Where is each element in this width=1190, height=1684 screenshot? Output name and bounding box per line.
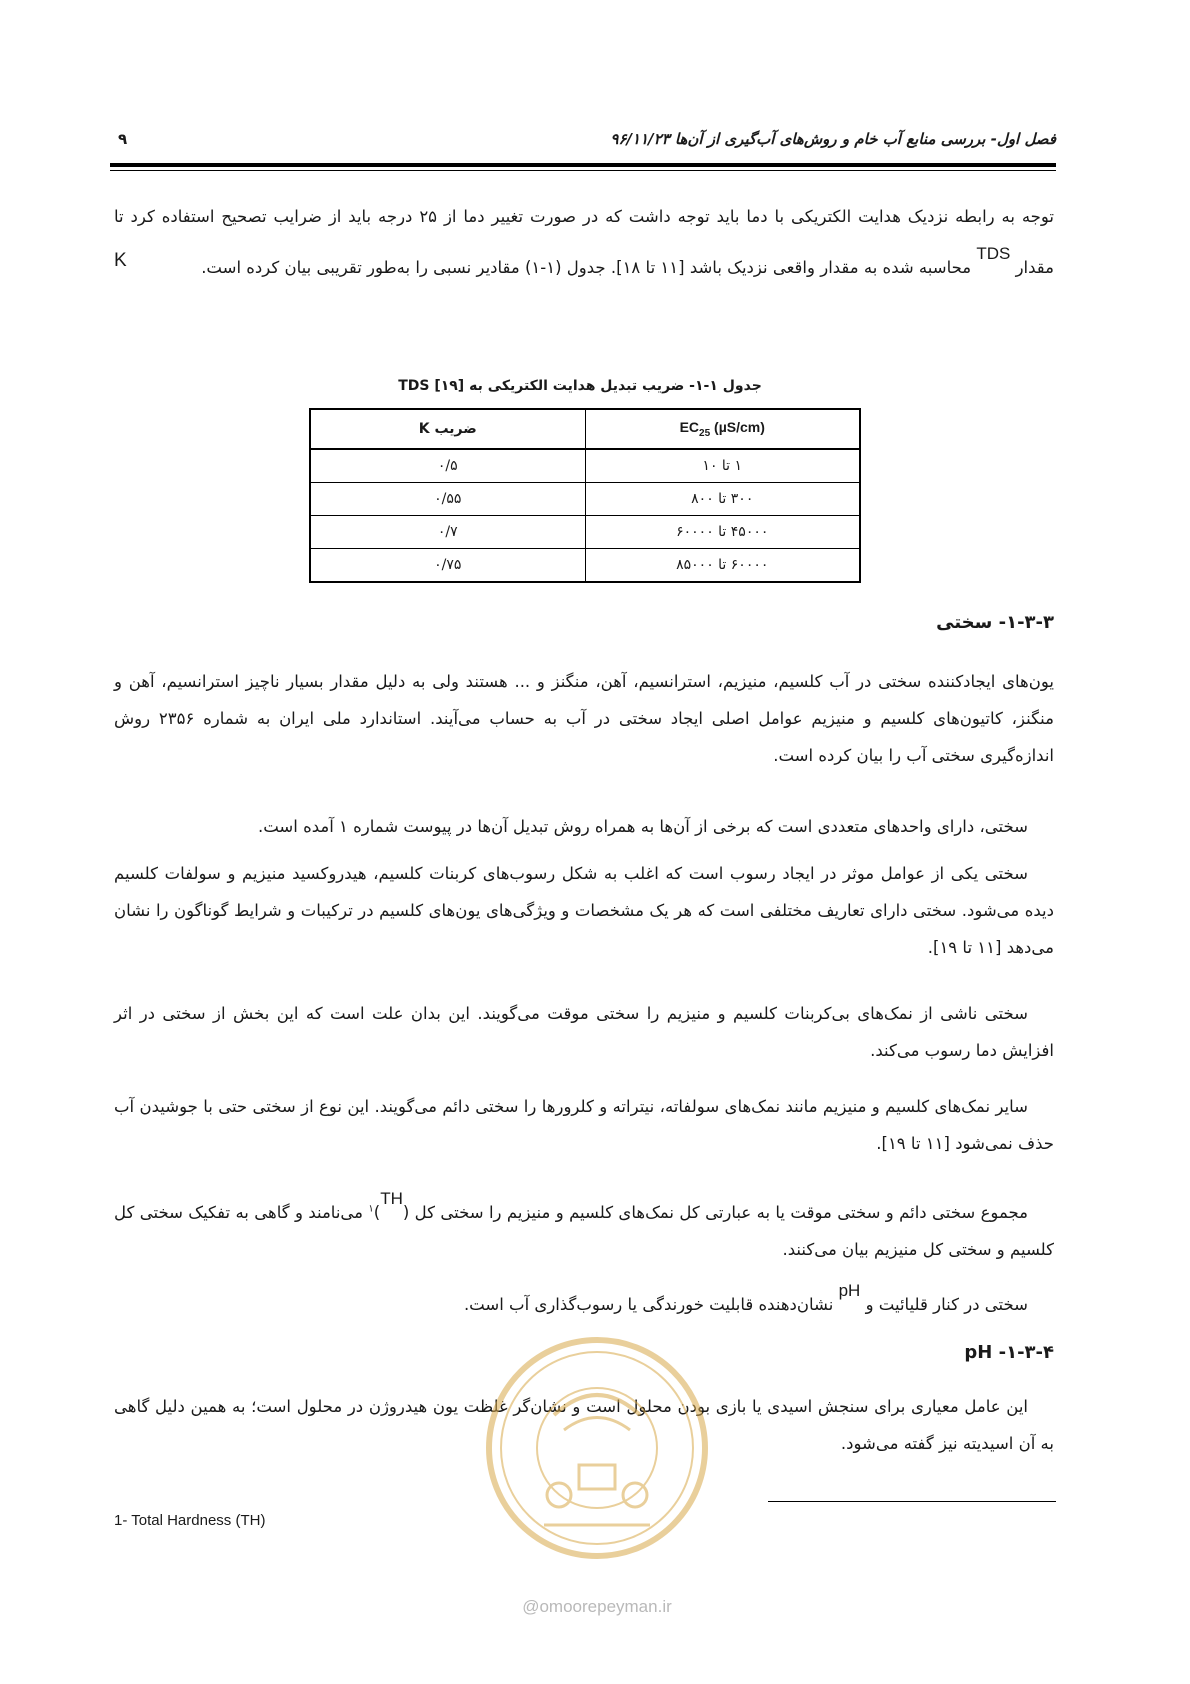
footnote-marker: ۱ (368, 1203, 374, 1215)
ph-symbol: pH (838, 1281, 861, 1300)
p7-text-a: سختی در کنار قلیائیت و (865, 1295, 1028, 1314)
chapter-title: فصل اول- بررسی منابع آب خام و روش‌های آب‌گیری از آن‌ها ۹۶/۱۱/۲۳ (610, 130, 1056, 148)
column-header-ec (585, 409, 860, 449)
ec-unit: (µS/cm) (710, 419, 765, 436)
table-row (310, 549, 860, 583)
intro-line-3: را به‌طور تقریبی بیان کرده است. (201, 258, 428, 277)
intro-line-2a: تصحیح استفاده کرد تا مقدار (114, 207, 1054, 277)
cell-k: ۰/۵ (310, 449, 585, 483)
table-row (310, 483, 860, 516)
header-rule-thick (110, 163, 1056, 167)
th-symbol: TH (380, 1189, 403, 1208)
hardness-paragraph-2: سختی، دارای واحدهای متعددی است که برخی از آن‌ها به همراه روش تبدیل آن‌ها در پیوست شماره ۱ آمده است. (257, 817, 1028, 836)
table-caption: جدول ۱-۱- ضریب تبدیل هدایت الکتریکی به TDS [۱۹] (398, 378, 762, 394)
hardness-paragraph-6 (114, 1180, 1054, 1268)
hardness-paragraph-3: سختی یکی از عوامل موثر در ایجاد رسوب است که اغلب به شکل رسوب‌های کربنات کلسیم، هیدروکسید منیزیم و سولفات کلسیم دیده می‌شود. سختی دارای تعاریف مختلفی است که هر یک مشخصات و ویژگی‌های یون‌های کلسیم در ترکیبات و شرایط گوناگون را نشان می‌دهد [۱۱ تا ۱۹]. (114, 864, 1054, 957)
cell-ec: ۱ تا ۱۰ (585, 449, 860, 483)
cell-ec: ۴۵۰۰۰ تا ۶۰۰۰۰ (585, 516, 860, 549)
conversion-table (309, 408, 861, 583)
cell-ec: ۶۰۰۰۰ تا ۸۵۰۰۰ (585, 549, 860, 583)
tds-symbol: TDS (976, 244, 1011, 263)
p7-text-b: نشان‌دهنده قابلیت خورندگی یا رسوب‌گذاری آب است. (463, 1295, 834, 1314)
p6-text-a: مجموع سختی دائم و سختی موقت یا به عبارتی کل نمک‌های کلسیم و منیزیم را سختی کل ( (402, 1203, 1028, 1222)
hardness-paragraph-5: سایر نمک‌های کلسیم و منیزیم مانند نمک‌های سولفاته، نیتراته و کلرورها را سختی دائم می‌گویند. این نوع از سختی حتی با جوشیدن آب حذف نمی‌شود [۱۱ تا ۱۹]. (114, 1097, 1054, 1153)
cell-k: ۰/۷۵ (310, 549, 585, 583)
ph-paragraph-1: این عامل معیاری برای سنجش اسیدی یا بازی بودن محلول است و نشان‌گر غلظت یون هیدروژن در محلول است؛ به همین دلیل گاهی به آن اسیدیته نیز گفته می‌شود. (114, 1397, 1054, 1453)
footnote: 1- Total Hardness (TH) (114, 1512, 266, 1529)
watermark-url: @omoorepeyman.ir (522, 1597, 672, 1616)
column-header-k: ضریب K (310, 409, 585, 449)
hardness-paragraph-4: سختی ناشی از نمک‌های بی‌کربنات کلسیم و منیزیم را سختی موقت می‌گویند. این بدان علت است که این بخش از سختی در اثر افزایش دما رسوب می‌کند. (114, 1004, 1054, 1060)
k-symbol: K (114, 250, 127, 271)
p6-text-c: می‌نامند و گاهی به تفکیک سختی کل کلسیم و سختی کل منیزیم بیان می‌کنند. (114, 1203, 1054, 1259)
table-header-row (310, 409, 860, 449)
section-heading-hardness: ۱-۳-۳- سختی (936, 612, 1054, 633)
header-rule-thin (110, 170, 1056, 171)
intro-line-2b: محاسبه شده به مقدار واقعی نزدیک باشد [۱۱ تا ۱۸]. جدول (۱-۱) مقادیر نسبی (433, 258, 972, 277)
hardness-paragraph-7 (114, 1272, 1054, 1323)
cell-k: ۰/۵۵ (310, 483, 585, 516)
intro-line-1: توجه به رابطه نزدیک هدایت الکتریکی با دما باید توجه داشت که در صورت تغییر دما از ۲۵ درجه باید از ضرایب (273, 207, 1055, 226)
ec-base: EC (679, 419, 700, 436)
cell-k: ۰/۷ (310, 516, 585, 549)
p6-text-b: ) (373, 1203, 381, 1222)
page-header (110, 130, 1056, 158)
cell-ec: ۳۰۰ تا ۸۰۰ (585, 483, 860, 516)
table-row (310, 516, 860, 549)
table-row (310, 449, 860, 483)
page-number: ۹ (118, 130, 128, 148)
intro-paragraph (114, 198, 1054, 286)
hardness-paragraph-1: یون‌های ایجادکننده سختی در آب کلسیم، منیزیم، استرانسیم، آهن، منگنز و ... هستند ولی به دلیل مقدار بسیار ناچیز استرانسیم، آهن و منگنز، کاتیون‌های کلسیم و منیزیم عوامل اصلی ایجاد سختی در آب به حساب می‌آیند. استاندارد ملی ایران به شماره ۲۳۵۶ روش اندازه‌گیری سختی آب را بیان کرده است. (114, 672, 1054, 765)
watermark-seal-icon (484, 1335, 710, 1561)
footnote-rule (768, 1501, 1056, 1502)
ec-subscript: 25 (699, 427, 711, 439)
section-heading-ph: ۱-۳-۴- pH (964, 1342, 1054, 1363)
